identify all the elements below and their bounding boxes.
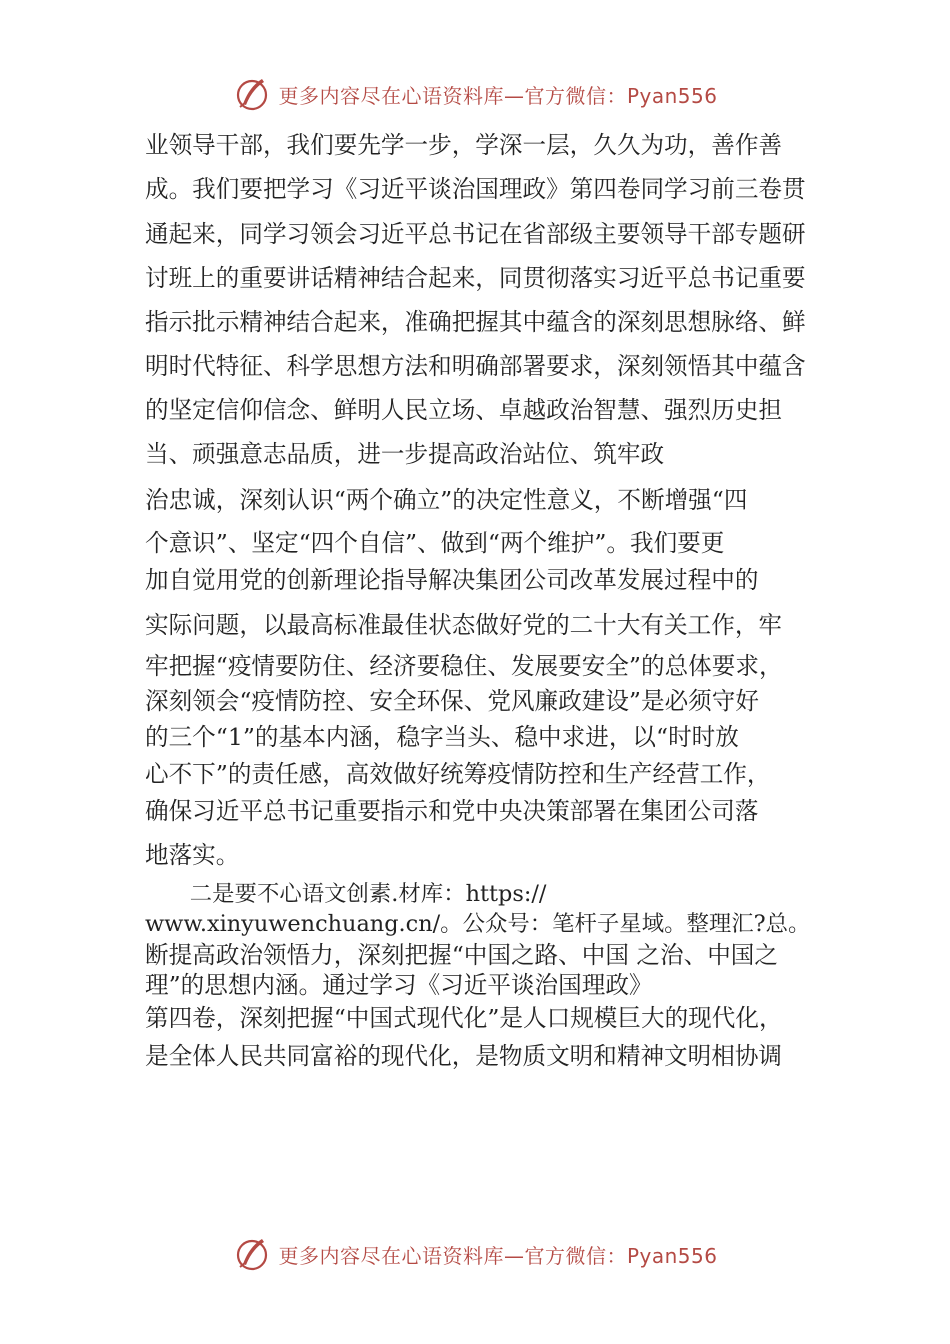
text-line: 地落实。 (145, 841, 240, 869)
header-watermark-banner (0, 72, 950, 116)
text-line: 第四卷，深刻把握“中国式现代化”是人口规模巨大的现代化， (145, 1004, 783, 1032)
header-watermark-text: 更多内容尽在心语资料库—官方微信：Pyan556 (278, 83, 718, 108)
text-line: 是全体人民共同富裕的现代化，是物质文明和精神文明相协调 (145, 1042, 783, 1070)
text-line: 业领导干部，我们要先学一步，学深一层，久久为功，善作善 (145, 131, 783, 159)
text-line: 指示批示精神结合起来，准确把握其中蕴含的深刻思想脉络、鲜 (145, 308, 806, 336)
text-line: 深刻领会“疫情防控、安全环保、党风廉政建设”是必须守好 (145, 687, 759, 715)
quill-logo-icon (232, 1234, 272, 1274)
text-line: 牢把握“疫情要防住、经济要稳住、发展要安全”的总体要求， (145, 652, 783, 680)
text-line: 心不下”的责任感，高效做好统筹疫情防控和生产经营工作， (145, 760, 771, 788)
quill-logo-icon (232, 74, 272, 114)
text-line: 断提高政治领悟力，深刻把握“中国之路、中国 之治、中国之 (145, 941, 778, 969)
footer-watermark-text: 更多内容尽在心语资料库—官方微信：Pyan556 (278, 1243, 718, 1268)
text-line: 成。我们要把学习《习近平谈治国理政》第四卷同学习前三卷贯 (145, 175, 806, 203)
text-line: 加自觉用党的创新理论指导解决集团公司改革发展过程中的 (145, 566, 759, 594)
text-line: 实际问题，以最高标准最佳状态做好党的二十大有关工作，牢 (145, 611, 783, 639)
text-line: 当、顽强意志品质，进一步提高政治站位、筑牢政 (145, 440, 665, 468)
text-line: 的三个“1”的基本内涵，稳字当头、稳中求进，以“时时放 (145, 723, 739, 751)
text-line: 的坚定信仰信念、鲜明人民立场、卓越政治智慧、强烈历史担 (145, 396, 783, 424)
text-line: 二是要不心语文创素.材库：https:// (145, 881, 547, 907)
text-line: 确保习近平总书记重要指示和党中央决策部署在集团公司落 (145, 797, 759, 825)
text-line: 明时代特征、科学思想方法和明确部署要求，深刻领悟其中蕴含 (145, 352, 806, 380)
footer-watermark-banner (0, 1232, 950, 1276)
text-line: www.xinyuwenchuang.cn/。公众号：笔杆子星域。整理汇?总。 (145, 911, 811, 937)
text-line: 通起来，同学习领会习近平总书记在省部级主要领导干部专题研 (145, 220, 806, 248)
text-line: 个意识”、坚定“四个自信”、做到“两个维护”。我们要更 (145, 529, 725, 557)
text-line: 治忠诚，深刻认识“两个确立”的决定性意义，不断增强“四 (145, 486, 748, 514)
text-line: 理”的思想内涵。通过学习《习近平谈治国理政》 (145, 971, 653, 999)
text-line: 讨班上的重要讲话精神结合起来，同贯彻落实习近平总书记重要 (145, 264, 806, 292)
